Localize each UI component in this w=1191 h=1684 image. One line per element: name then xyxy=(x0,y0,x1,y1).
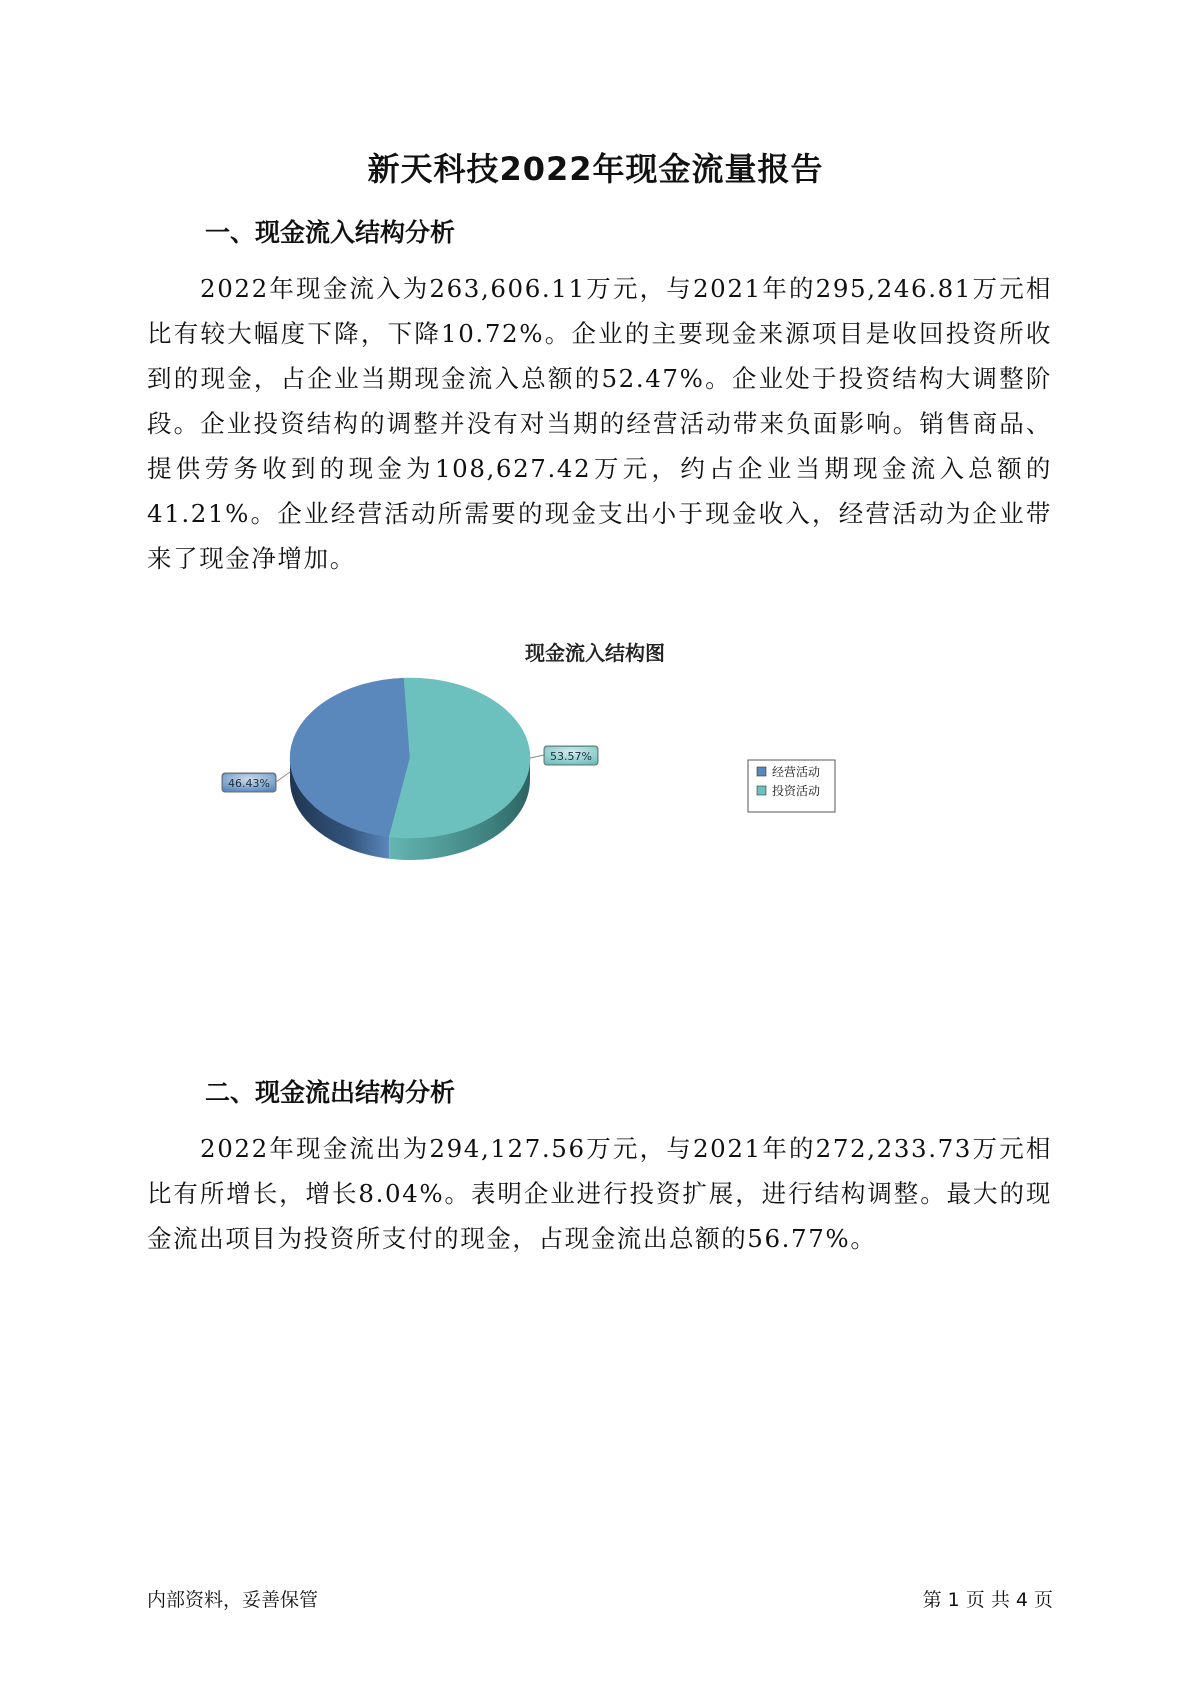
footer-confidential-note: 内部资料，妥善保管 xyxy=(147,1589,319,1611)
data-label-text-0: 46.43% xyxy=(228,777,270,790)
data-label-1 xyxy=(530,746,598,765)
section-heading-outflow: 二、现金流出结构分析 xyxy=(205,1078,456,1107)
data-label-text-1: 53.57% xyxy=(550,750,592,763)
page-title: 新天科技2022年现金流量报告 xyxy=(367,150,824,188)
outflow-paragraph: 2022年现金流出为294,127.56万元，与2021年的272,233.73万元相比有所增长，增长8.04%。表明企业进行投资扩展，进行结构调整。最大的现金流出项目为投资所支付的现金，占现金流出总额的56.77%。 xyxy=(147,1134,1052,1253)
footer-page-number: 第 1 页 共 4 页 xyxy=(922,1589,1053,1611)
chart-title: 现金流入结构图 xyxy=(525,641,665,665)
inflow-paragraph: 2022年现金流入为263,606.11万元，与2021年的295,246.81万元相比有较大幅度下降，下降10.72%。企业的主要现金来源项目是收回投资所收到的现金，占企业当期现金流入总额的52.47%。企业处于投资结构大调整阶段。企业投资结构的调整并没有对当期的经营活动带来负面影响。销售商品、提供劳务收到的现金为108,627.42万元，约占企业当期现金流入总额的41.21%。企业经营活动所需要的现金支出小于现金收入，经营活动为企业带来了现金净增加。 xyxy=(147,274,1052,573)
legend-label-1: 投资活动 xyxy=(772,784,821,798)
inflow-structure-pie-chart xyxy=(0,630,1191,950)
legend-label-0: 经营活动 xyxy=(772,765,821,779)
section-heading-inflow: 一、现金流入结构分析 xyxy=(205,218,456,247)
legend-swatch-0 xyxy=(757,767,766,776)
legend-swatch-1 xyxy=(757,786,766,795)
data-label-0 xyxy=(222,772,290,792)
